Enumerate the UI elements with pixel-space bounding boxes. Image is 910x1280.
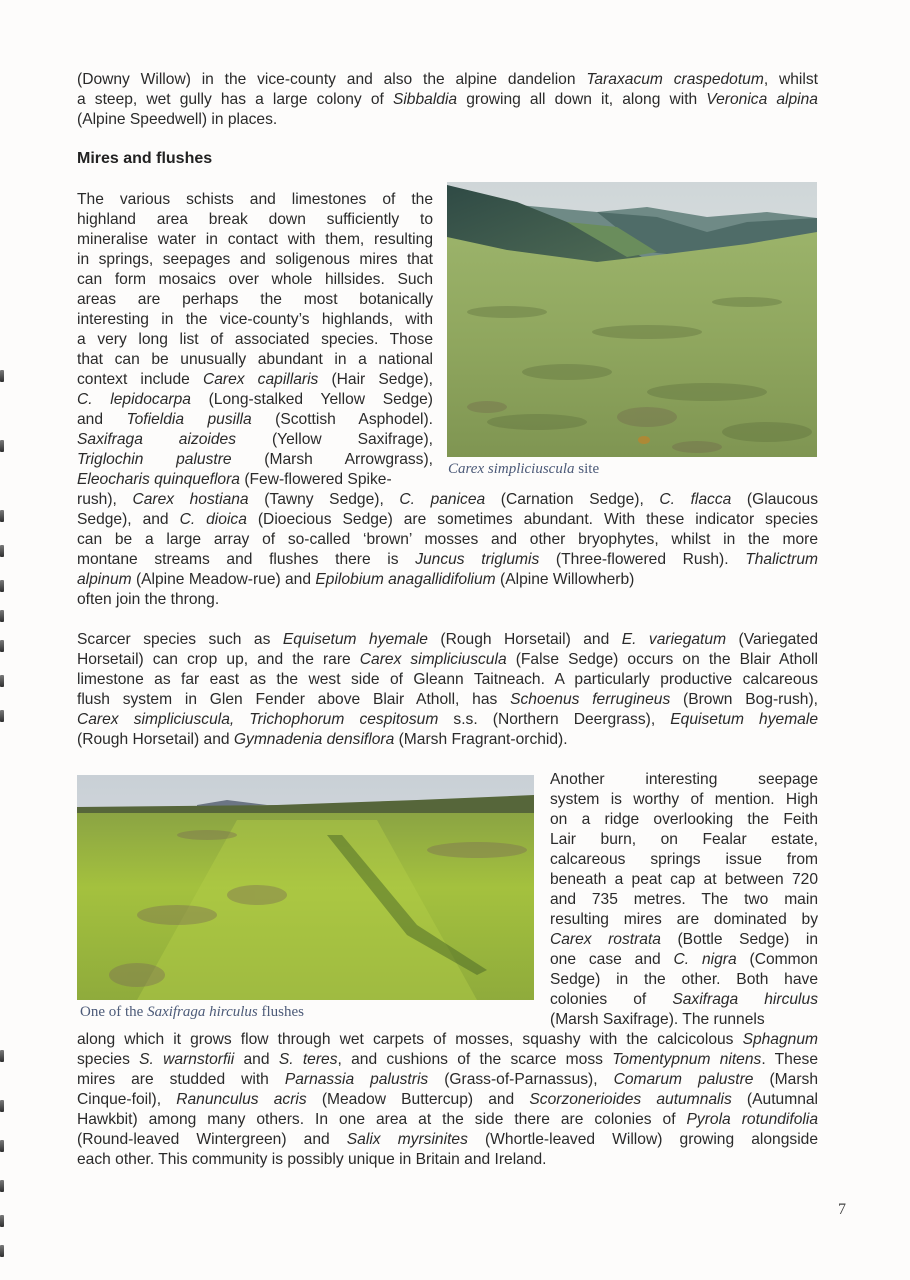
- species-name: S. warnstorfii: [139, 1051, 235, 1068]
- species-name: Carex rostrata: [550, 931, 661, 948]
- species-name: C. nigra: [673, 951, 737, 968]
- text-line: limestone as far east as the west side of Gleann Taitneach. A particularly productive calcareous: [77, 671, 818, 688]
- text-line: (Alpine Speedwell) in places.: [77, 111, 278, 128]
- text-line: Another interesting seepage: [550, 771, 818, 788]
- carex-site-photo: [447, 182, 817, 457]
- species-name: Saxifraga aizoides: [77, 431, 237, 448]
- text-line: rush), Carex hostiana (Tawny Sedge), C. panicea (Carnation Sedge), C. flacca (Glaucous: [77, 491, 818, 508]
- text-line: can form mosaics over whole hillsides. Such: [77, 271, 433, 288]
- text-line: interesting in the vice-county’s highlands, with: [77, 311, 433, 328]
- species-name: Tomentypnum nitens: [612, 1051, 762, 1068]
- text-line: (Round-leaved Wintergreen) and Salix myrsinites (Whortle-leaved Willow) growing alongside: [77, 1131, 818, 1148]
- text-line: areas are perhaps the most botanically: [77, 291, 433, 308]
- species-name: Pyrola rotundifolia: [686, 1111, 818, 1128]
- text-line: (Downy Willow) in the vice-county and also the alpine dandelion Taraxacum craspedotum, whilst: [77, 71, 818, 88]
- species-name: C. dioica: [179, 511, 247, 528]
- binding-hole-mark: [0, 675, 4, 687]
- species-name: Carex simpliciuscula: [359, 651, 507, 668]
- species-name: Sibbaldia: [392, 91, 458, 108]
- species-name: Salix myrsinites: [346, 1131, 468, 1148]
- mires-paragraph-left-column: [77, 190, 433, 490]
- text-line: calcareous springs issue from: [550, 851, 818, 868]
- species-name: Juncus triglumis: [415, 551, 540, 568]
- text-line: Eleocharis quinqueflora (Few-flowered Spike-: [77, 471, 392, 488]
- text-line: resulting mires are dominated by: [550, 911, 818, 928]
- species-name: Carex hostiana: [132, 491, 249, 508]
- text-line: Horsetail) can crop up, and the rare Carex simpliciuscula (False Sedge) occurs on the Blair Atholl: [77, 651, 818, 668]
- text-line: Cinque-foil), Ranunculus acris (Meadow Buttercup) and Scorzonerioides autumnalis (Autumnal: [77, 1091, 819, 1108]
- text-line: species S. warnstorfii and S. teres, and cushions of the scarce moss Tomentypnum nitens. These: [77, 1051, 818, 1068]
- figure-caption-carex-site: Carex simpliciuscula site: [448, 461, 600, 477]
- text-line: each other. This community is possibly unique in Britain and Ireland.: [77, 1151, 547, 1168]
- text-line: can be a large array of so-called ‘brown’ mosses and other bryophytes, whilst in the more: [77, 531, 818, 548]
- binding-hole-mark: [0, 1215, 4, 1227]
- text-line: alpinum (Alpine Meadow-rue) and Epilobium anagallidifolium (Alpine Willowherb): [77, 571, 635, 588]
- text-line: highland area break down sufficiently to: [77, 211, 433, 228]
- text-line: mires are studded with Parnassia palustris (Grass-of-Parnassus), Comarum palustre (Marsh: [77, 1071, 818, 1088]
- text-line: C. lepidocarpa (Long-stalked Yellow Sedge): [77, 391, 433, 408]
- text-line: one case and C. nigra (Common: [550, 951, 818, 968]
- species-name: Sphagnum: [742, 1031, 818, 1048]
- text-line: system is worthy of mention. High: [550, 791, 818, 808]
- species-name: C. panicea: [399, 491, 486, 508]
- species-name: Scorzonerioides autumnalis: [529, 1091, 732, 1108]
- species-name: Gymnadenia densiflora: [233, 731, 395, 748]
- section-heading: Mires and flushes: [77, 150, 213, 167]
- page-number: 7: [838, 1201, 846, 1218]
- species-name: Carex simpliciuscula, Trichophorum cespitosum: [77, 711, 439, 728]
- seepage-paragraph-right-column: [550, 770, 818, 1030]
- binding-hole-mark: [0, 1100, 4, 1112]
- species-name: Parnassia palustris: [284, 1071, 429, 1088]
- species-name: Epilobium anagallidifolium: [315, 571, 496, 588]
- binding-hole-mark: [0, 510, 4, 522]
- species-name: alpinum: [77, 571, 132, 588]
- text-line: Saxifraga aizoides (Yellow Saxifrage),: [77, 431, 433, 448]
- species-name: Ranunculus acris: [176, 1091, 307, 1108]
- binding-hole-mark: [0, 370, 4, 382]
- species-name: C. flacca: [659, 491, 732, 508]
- text-line: colonies of Saxifraga hirculus: [550, 991, 818, 1008]
- text-line: often join the throng.: [77, 591, 220, 608]
- saxifraga-flush-photo: [77, 775, 534, 1000]
- species-name: Comarum palustre: [613, 1071, 754, 1088]
- species-name: Equisetum hyemale: [282, 631, 428, 648]
- binding-hole-mark: [0, 1245, 4, 1257]
- intro-paragraph: [77, 70, 818, 130]
- text-line: Lair burn, on Fealar estate,: [550, 831, 818, 848]
- text-line: context include Carex capillaris (Hair Sedge),: [77, 371, 433, 388]
- binding-hole-mark: [0, 580, 4, 592]
- species-name: Saxifraga hirculus: [672, 991, 818, 1008]
- species-name: Carex capillaris: [202, 371, 319, 388]
- binding-hole-mark: [0, 1050, 4, 1062]
- text-line: flush system in Glen Fender above Blair Atholl, has Schoenus ferrugineus (Brown Bog-rush),: [77, 691, 818, 708]
- text-line: on a ridge overlooking the Feith: [550, 811, 818, 828]
- binding-hole-mark: [0, 610, 4, 622]
- text-line: Triglochin palustre (Marsh Arrowgrass),: [77, 451, 434, 468]
- species-name: Thalictrum: [745, 551, 818, 568]
- figure-caption-saxifraga-flushes: One of the Saxifraga hirculus flushes: [80, 1004, 305, 1020]
- binding-hole-mark: [0, 640, 4, 652]
- text-line: and 735 metres. The two main: [550, 891, 818, 908]
- text-line: Carex simpliciuscula, Trichophorum cespitosum s.s. (Northern Deergrass), Equisetum hyemale: [77, 711, 818, 728]
- species-name: E. variegatum: [621, 631, 727, 648]
- text-line: Hawkbit) among many others. In one area at the side there are colonies of Pyrola rotundifolia: [77, 1111, 818, 1128]
- species-name: Eleocharis quinqueflora: [77, 471, 240, 488]
- binding-hole-mark: [0, 545, 4, 557]
- spiral-binding-marks: [0, 0, 8, 1280]
- text-line: Sedge), and C. dioica (Dioecious Sedge) are sometimes abundant. With these indicator species: [77, 511, 818, 528]
- scarcer-species-paragraph: [77, 630, 818, 750]
- text-line: montane streams and flushes there is Juncus triglumis (Three-flowered Rush). Thalictrum: [77, 551, 818, 568]
- mires-paragraph-continued: [77, 490, 818, 610]
- text-line: mineralise water in contact with them, resulting: [77, 231, 433, 248]
- text-line: a very long list of associated species. Those: [77, 331, 433, 348]
- binding-hole-mark: [0, 1180, 4, 1192]
- binding-hole-mark: [0, 710, 4, 722]
- text-line: (Marsh Saxifrage). The runnels: [550, 1011, 765, 1028]
- species-name: Equisetum hyemale: [670, 711, 818, 728]
- binding-hole-mark: [0, 440, 4, 452]
- species-name: Tofieldia pusilla: [126, 411, 252, 428]
- species-name: S. teres: [278, 1051, 338, 1068]
- text-line: that can be unusually abundant in a national: [77, 351, 433, 368]
- text-line: Scarcer species such as Equisetum hyemale (Rough Horsetail) and E. variegatum (Variegated: [77, 631, 818, 648]
- species-name: Veronica alpina: [706, 91, 818, 108]
- text-line: (Rough Horsetail) and Gymnadenia densiflora (Marsh Fragrant-orchid).: [77, 731, 568, 748]
- species-name: C. lepidocarpa: [77, 391, 191, 408]
- species-name: Triglochin palustre: [77, 451, 232, 468]
- seepage-paragraph-continued: [77, 1030, 818, 1170]
- species-name: Taraxacum craspedotum: [586, 71, 764, 88]
- text-line: Sedge) in the other. Both have: [550, 971, 818, 988]
- text-line: beneath a peat cap at between 720: [550, 871, 818, 888]
- text-line: The various schists and limestones of the: [77, 191, 433, 208]
- text-line: Carex rostrata (Bottle Sedge) in: [550, 931, 818, 948]
- text-line: along which it grows flow through wet carpets of mosses, squashy with the calcicolous Sphagnum: [77, 1031, 818, 1048]
- text-line: a steep, wet gully has a large colony of Sibbaldia growing all down it, along with Veronica alpina: [77, 91, 818, 108]
- text-line: in springs, seepages and soligenous mires that: [77, 251, 433, 268]
- text-line: and Tofieldia pusilla (Scottish Asphodel).: [77, 411, 433, 428]
- binding-hole-mark: [0, 1140, 4, 1152]
- species-name: Schoenus ferrugineus: [510, 691, 671, 708]
